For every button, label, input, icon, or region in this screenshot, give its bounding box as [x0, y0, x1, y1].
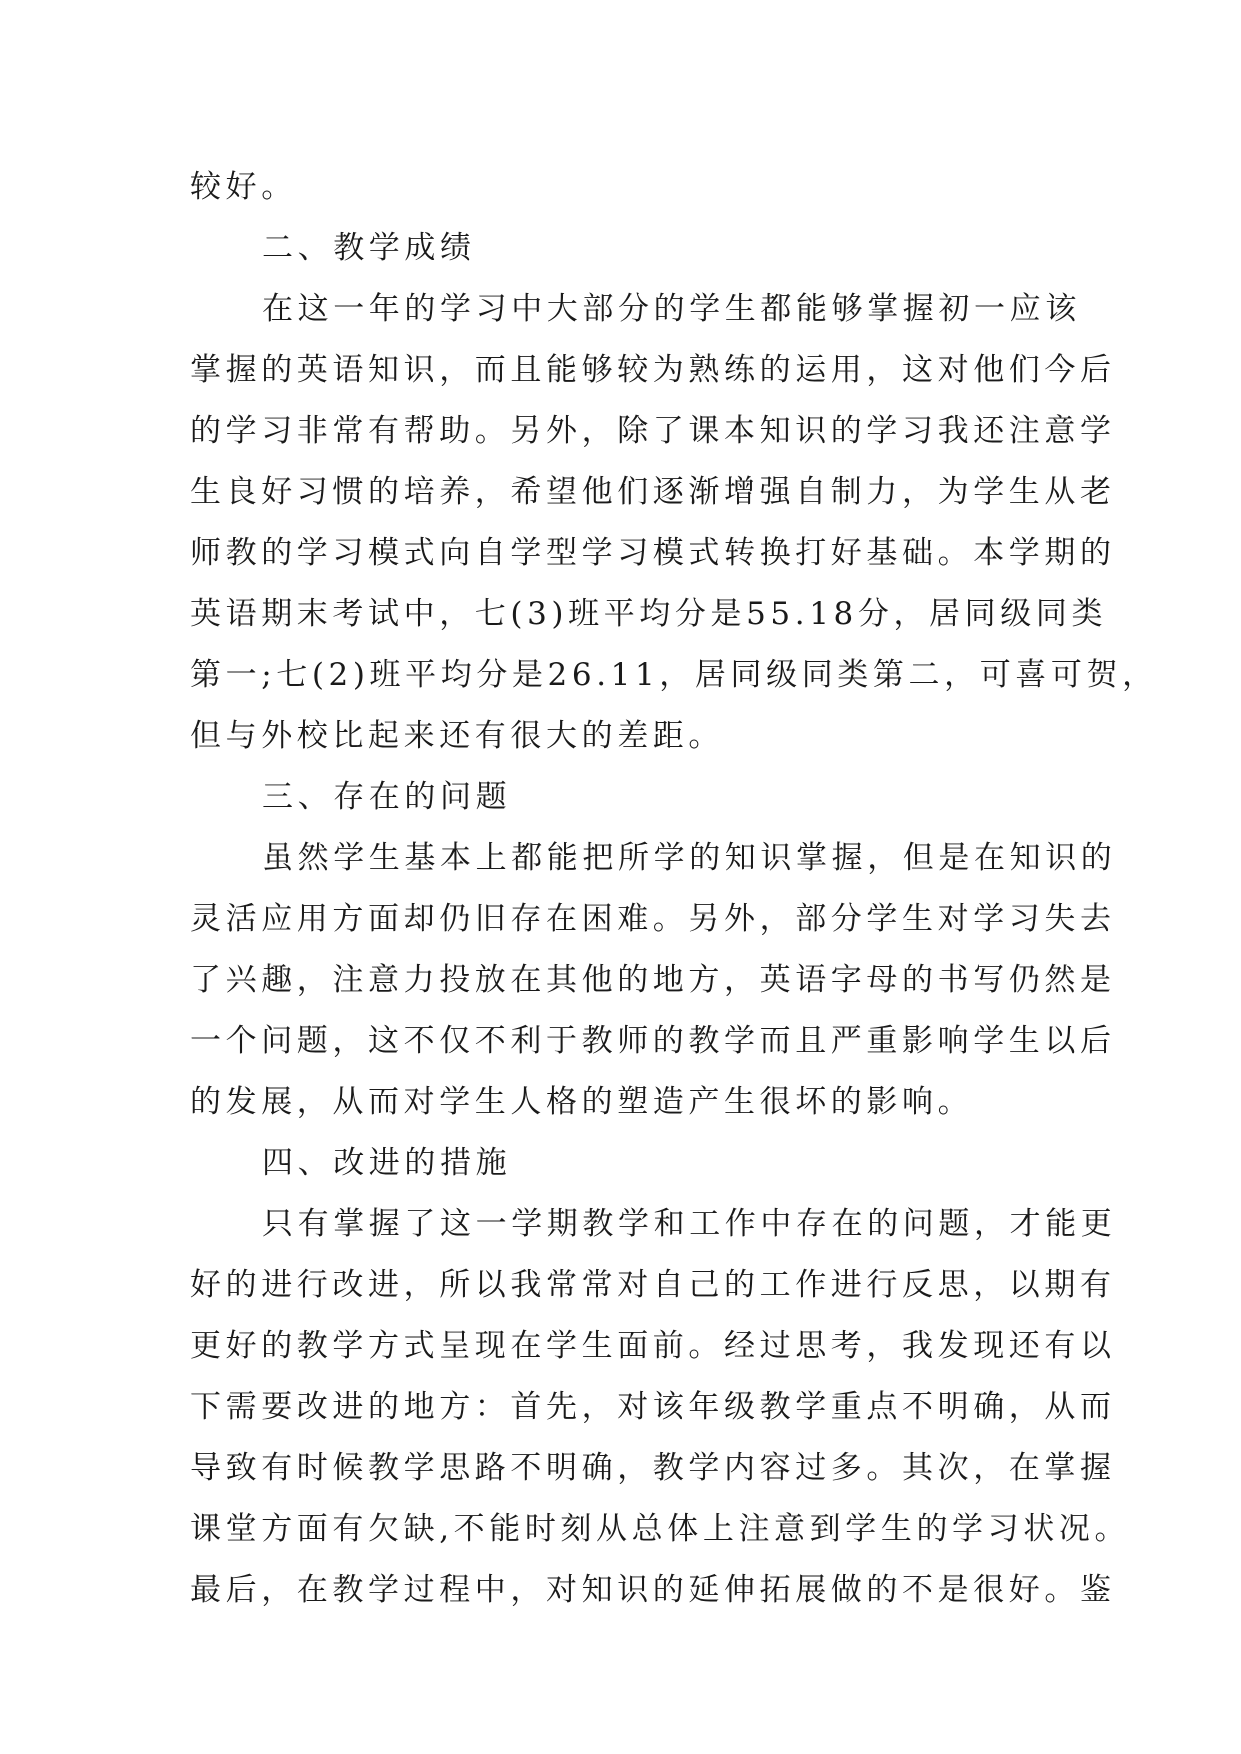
document-body [190, 157, 1158, 1621]
body-text-line: 但与外校比起来还有很大的差距。 [190, 718, 724, 754]
body-text-line: 的发展，从而对学生人格的塑造产生很坏的影响。 [190, 1084, 974, 1120]
body-text-line: 课堂方面有欠缺,不能时刻从总体上注意到学生的学习状况。 [190, 1511, 1131, 1547]
body-text-line: 掌握的英语知识，而且能够较为熟练的运用，这对他们今后 [190, 352, 1116, 388]
body-text-line: 生良好习惯的培养，希望他们逐渐增强自制力，为学生从老 [190, 474, 1116, 510]
body-text-line: 更好的教学方式呈现在学生面前。经过思考，我发现还有以 [190, 1328, 1116, 1364]
body-text-line: 导致有时候教学思路不明确，教学内容过多。其次，在掌握 [190, 1450, 1116, 1486]
body-text-line: 虽然学生基本上都能把所学的知识掌握，但是在知识的 [262, 840, 1117, 876]
body-text-line: 下需要改进的地方：首先，对该年级教学重点不明确，从而 [190, 1389, 1116, 1425]
body-text-line: 的学习非常有帮助。另外，除了课本知识的学习我还注意学 [190, 413, 1116, 449]
section-heading: 三、存在的问题 [262, 779, 512, 815]
body-text-line: 第一;七(2)班平均分是26.11，居同级同类第二，可喜可贺， [190, 657, 1158, 693]
body-text-line: 在这一年的学习中大部分的学生都能够掌握初一应该 [262, 291, 1081, 327]
body-text-line: 只有掌握了这一学期教学和工作中存在的问题，才能更 [262, 1206, 1117, 1242]
body-text-line: 灵活应用方面却仍旧存在困难。另外，部分学生对学习失去 [190, 901, 1116, 937]
body-text-line: 英语期末考试中，七(3)班平均分是55.18分，居同级同类 [190, 596, 1108, 632]
body-text-line: 一个问题，这不仅不利于教师的教学而且严重影响学生以后 [190, 1023, 1116, 1059]
body-text-line: 好的进行改进，所以我常常对自己的工作进行反思，以期有 [190, 1267, 1116, 1303]
section-heading: 二、教学成绩 [262, 230, 476, 266]
section-heading: 四、改进的措施 [262, 1145, 512, 1181]
body-text-line: 较好。 [190, 169, 297, 205]
body-text-line: 最后，在教学过程中，对知识的延伸拓展做的不是很好。鉴 [190, 1572, 1116, 1608]
body-text-line: 师教的学习模式向自学型学习模式转换打好基础。本学期的 [190, 535, 1116, 571]
body-text-line: 了兴趣，注意力投放在其他的地方，英语字母的书写仍然是 [190, 962, 1116, 998]
